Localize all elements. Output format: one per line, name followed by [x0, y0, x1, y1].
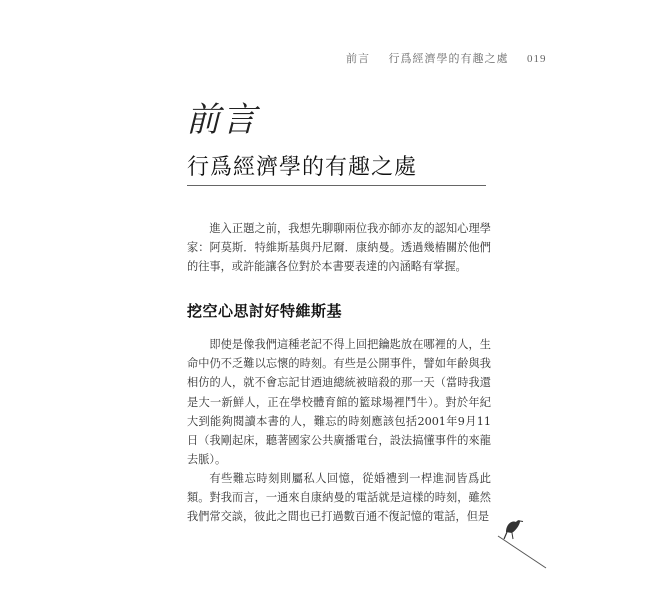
- body-paragraph-1: 即使是像我們這種老記不得上回把鑰匙放在哪裡的人，生命中仍不乏難以忘懷的時刻。有些是公開事件，譬如年齡與我相仿的人，就不會忘記甘迺迪總統被暗殺的那一天（當時我還是大一新鮮人，正在學校體育館的籃球場裡鬥牛）。對於年紀大到能夠閱讀本書的人，難忘的時刻應該包括2001年9月11日（我剛起床，聽著國家公共廣播電台，設法搞懂事件的來龍去脈）。: [187, 338, 491, 467]
- intro-block: [187, 219, 491, 277]
- page-number: 019: [527, 53, 547, 65]
- body-paragraph-2: 有些難忘時刻則屬私人回憶，從婚禮到一桿進洞皆爲此類。對我而言，一通來自康納曼的電話就是這樣的時刻，雖然我們常交談，彼此之間也已打過數百通不復記憶的電話，但是: [187, 472, 491, 524]
- chapter-label: 前言: [186, 100, 258, 140]
- title-divider: [187, 185, 486, 186]
- body-block-1: [187, 335, 491, 469]
- running-head-title: 行爲經濟學的有趣之處: [388, 52, 509, 65]
- running-head-section: 前言: [346, 52, 370, 65]
- intro-paragraph: 進入正題之前，我想先聊聊兩位我亦師亦友的認知心理學家：阿莫斯．特維斯基與丹尼爾．康納曼。透過幾樁關於他們的往事，或許能讓各位對於本書要表達的內涵略有掌握。: [187, 222, 491, 274]
- bird-on-branch-icon: [496, 510, 548, 572]
- running-head: [346, 50, 547, 66]
- chapter-title: 行爲經濟學的有趣之處: [187, 155, 418, 180]
- body-block-2: [187, 469, 491, 527]
- section-heading: 挖空心思討好特維斯基: [187, 302, 343, 320]
